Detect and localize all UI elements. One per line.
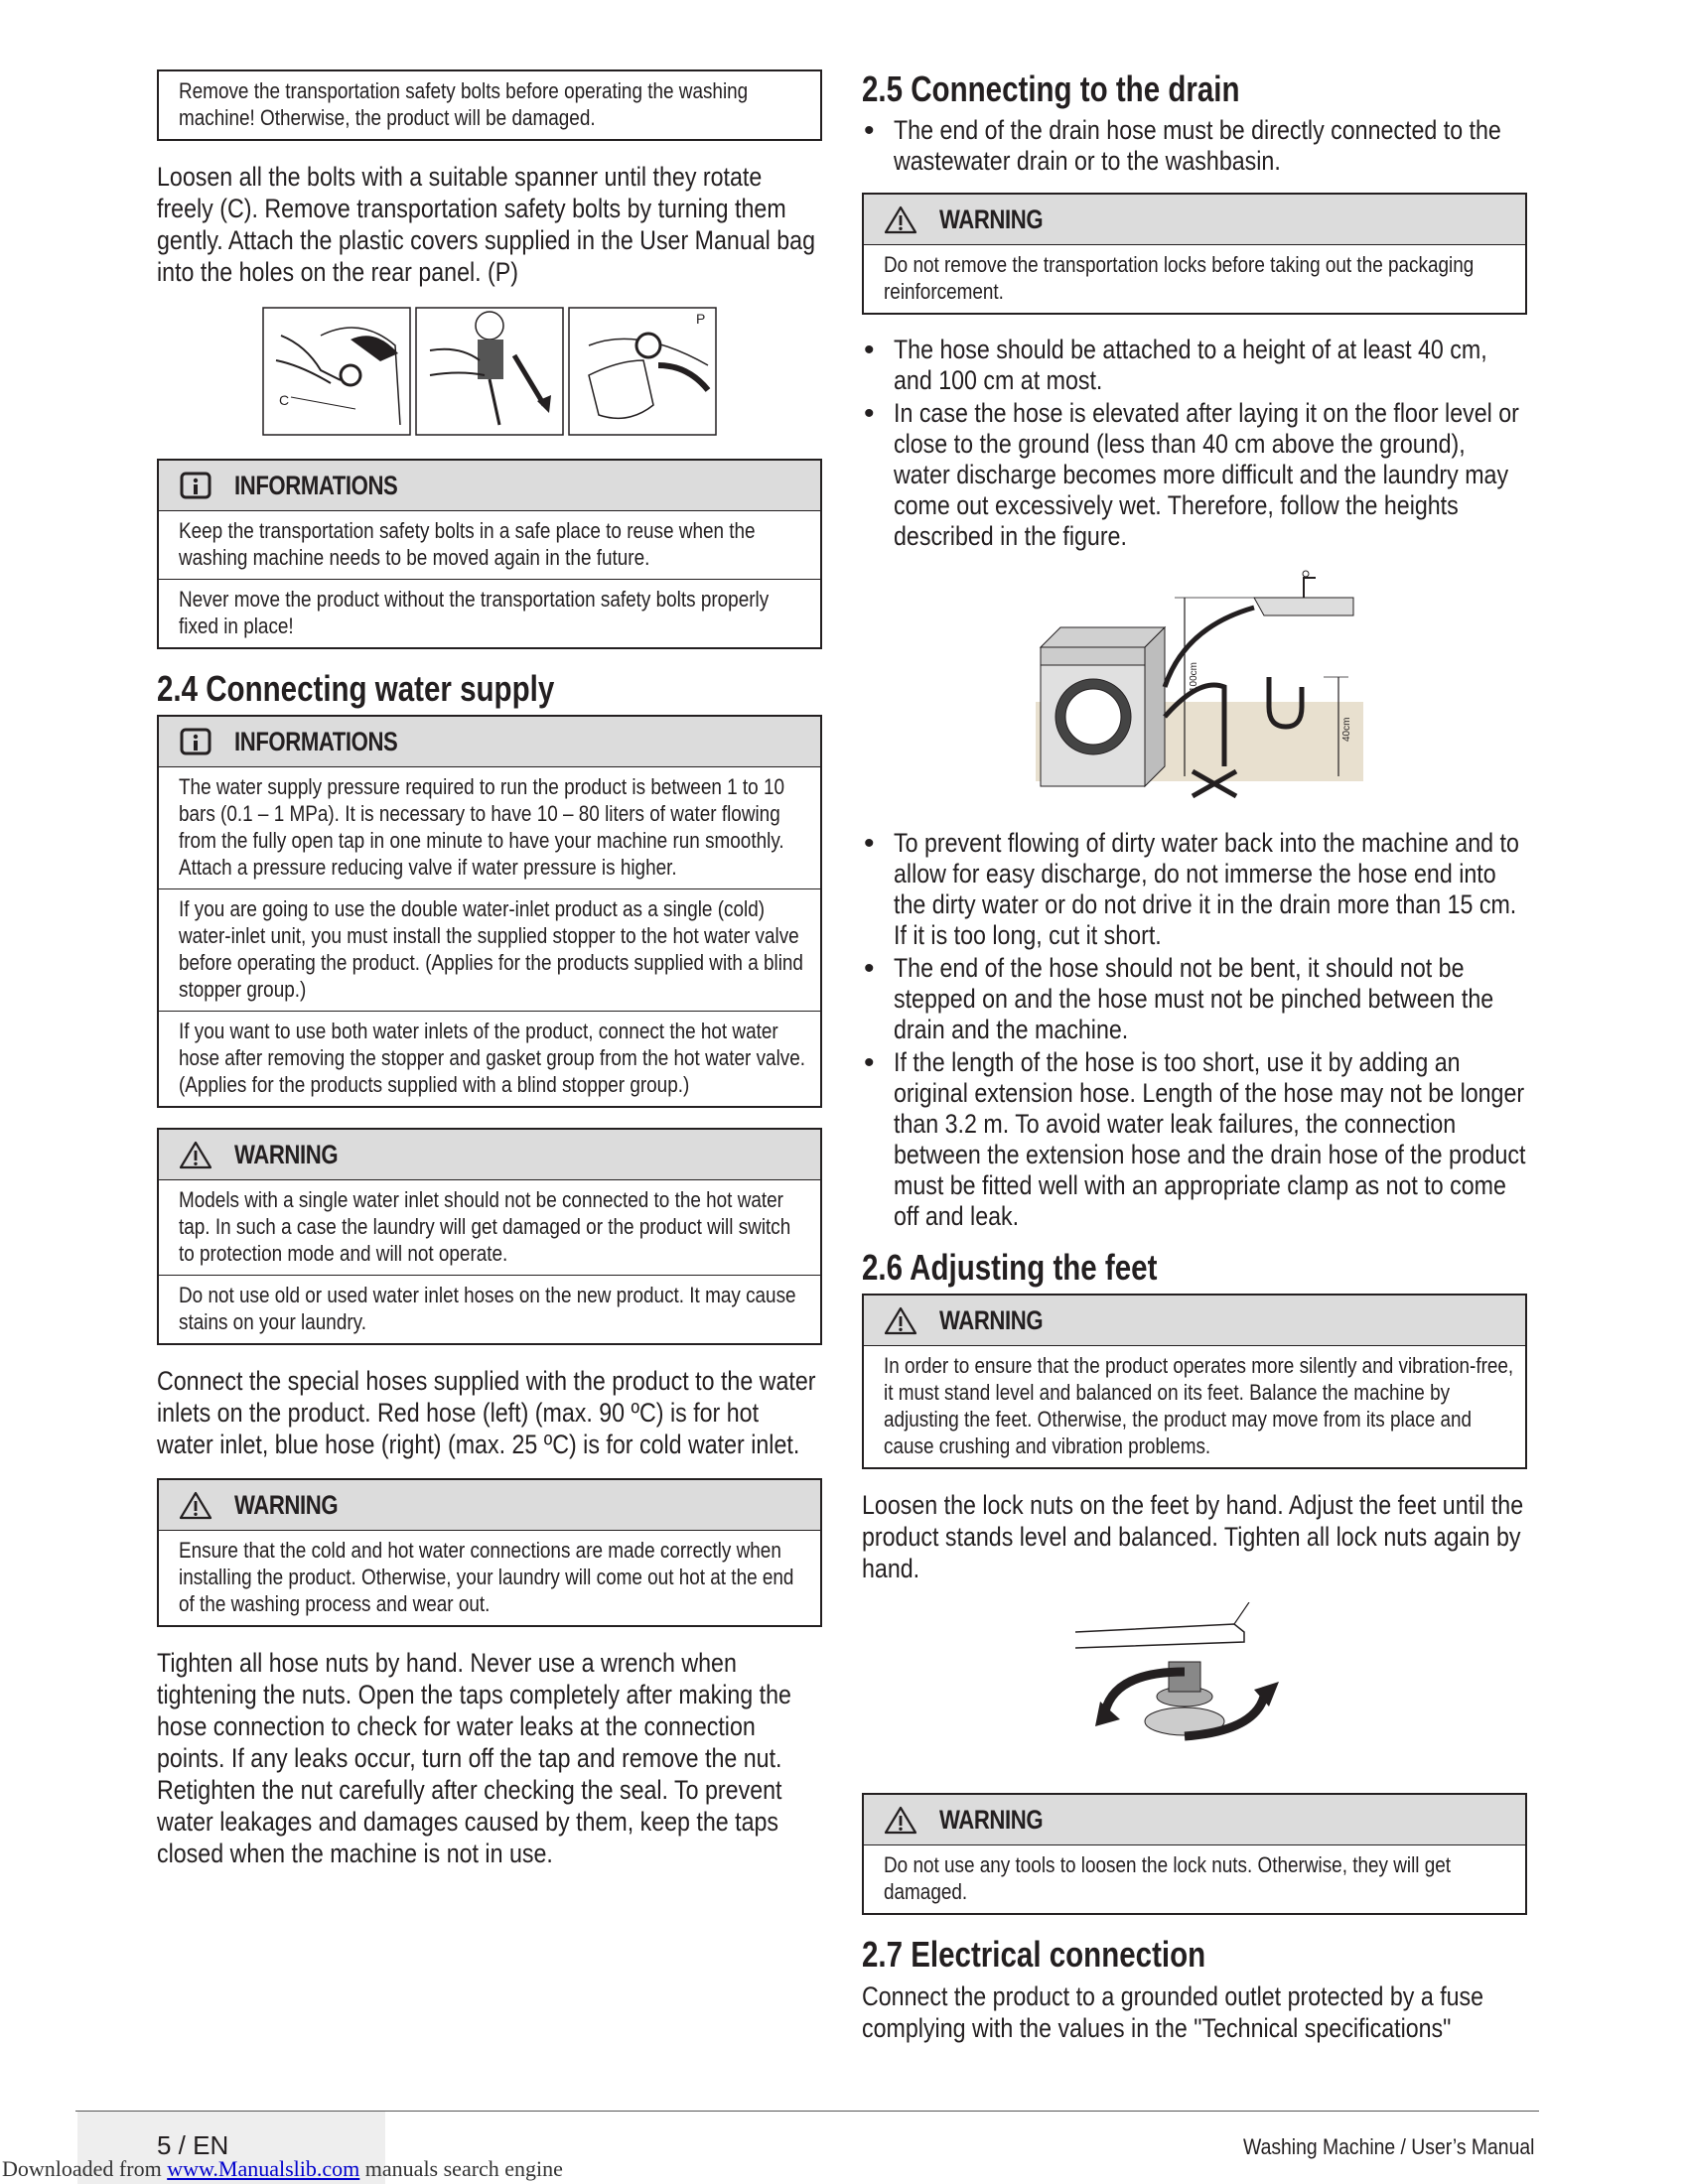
bolts-paragraph: Loosen all the bolts with a suitable spanner until they rotate freely (C). Remove transportation safety bolts by turning them gently. Attach the plastic covers supplied in the User Manual bag into the holes on the rear panel. (P)	[157, 162, 816, 287]
right-column	[862, 69, 1527, 2062]
warning-icon	[179, 1490, 212, 1520]
label-100cm: 100cm	[1189, 661, 1199, 692]
section-heading-2-4: 2.4 Connecting water supply	[157, 668, 555, 709]
left-column	[157, 69, 822, 1887]
warning-title: WARNING	[234, 1139, 339, 1169]
warning-box-feet	[862, 1294, 1527, 1469]
footer-divider	[75, 2111, 1539, 2112]
foot-body	[1169, 1662, 1200, 1692]
list-item: • To prevent flowing of dirty water back into the machine and to allow for easy discharge, do not immerse the hose end into the dirty water or do not drive it in the drain more than 15 cm. If it is too long, cut it short.	[862, 828, 1527, 951]
info-box-bolts	[157, 459, 822, 649]
drain-hose-high	[1165, 608, 1254, 687]
warning-item: In order to ensure that the product operates more silently and vibration-free, it must stand level and balanced on its feet. Balance the machine by adjusting the feet. Otherwise, the product may move from its place and cause crushing and vibration problems.	[884, 1353, 1514, 1458]
tighten-paragraph: Tighten all hose nuts by hand. Never use a wrench when tightening the nuts. Open the taps completely after making the hose connection to check for water leaks at the connection points. If any leaks occur, turn off the tap and remove the nut. Retighten the nut carefully after checking the seal. To prevent water leakages and damages caused by them, keep the taps closed when the machine is not in use.	[157, 1648, 791, 1868]
info-icon	[179, 727, 212, 756]
bolts-panel-p	[569, 308, 716, 435]
notice-text: Remove the transportation safety bolts before operating the washing machine! Otherwise, the product will be damaged.	[179, 78, 749, 130]
sink-drawing	[1254, 571, 1353, 615]
list-item: • The hose should be attached to a height of at least 40 cm, and 100 cm at most.	[862, 335, 1527, 396]
info-item: Never move the product without the transportation safety bolts properly fixed in place!	[179, 587, 770, 638]
info-box-header	[159, 717, 820, 767]
info-item: Keep the transportation safety bolts in a safe place to reuse when the washing machine needs to be moved again in the future.	[159, 511, 820, 580]
warning-item: Do not use any tools to loosen the lock nuts. Otherwise, they will get damaged.	[884, 1852, 1452, 1904]
info-icon	[179, 471, 212, 500]
info-box-header	[159, 461, 820, 511]
list-item: • The end of the hose should not be bent, it should not be stepped on and the hose must not be pinched between the drain and the machine.	[862, 953, 1527, 1045]
warning-item: Do not remove the transportation locks before taking out the packaging reinforcement.	[884, 252, 1475, 304]
warning-title: WARNING	[939, 1304, 1044, 1335]
manualslib-link[interactable]: www.Manualslib.com	[167, 2156, 360, 2181]
download-watermark	[2, 2156, 563, 2182]
warning-item: Ensure that the cold and hot water connections are made correctly when installing the product. Otherwise, your laundry will come out hot at the end of the washing process and wear out.	[179, 1538, 794, 1616]
warning-box-header	[864, 195, 1525, 245]
info-item: If you want to use both water inlets of the product, connect the hot water hose after removing the stopper and gasket group from the hot water valve. (Applies for the products supplied with a blind stopper group.)	[179, 1019, 806, 1097]
warning-box-header	[159, 1130, 820, 1180]
drain-bullets-1	[862, 115, 1527, 177]
feet-figure	[1075, 1602, 1314, 1771]
feet-paragraph: Loosen the lock nuts on the feet by hand. Adjust the feet until the product stands level and balanced. Tighten all lock nuts again by hand.	[862, 1490, 1524, 1583]
warning-title: WARNING	[939, 1804, 1044, 1835]
warning-item: Do not use old or used water inlet hoses on the new product. It may cause stains on your laundry.	[179, 1283, 796, 1334]
electrical-paragraph: Connect the product to a grounded outlet protected by a fuse complying with the values in the "Technical specifications"	[862, 1981, 1484, 2043]
notice-box	[157, 69, 822, 141]
warning-icon	[884, 1805, 917, 1835]
drain-height-figure	[1026, 568, 1363, 806]
page-number: 5 / EN	[157, 2130, 229, 2160]
washing-machine-drawing	[1041, 627, 1165, 786]
info-item: The water supply pressure required to run the product is between 1 to 10 bars (0.1 – 1 MPa). It is necessary to have 10 – 80 liters of water flowing from the fully open tap in one minute to have your machine run smoothly. Attach a pressure reducing valve if water pressure is higher.	[159, 767, 820, 889]
section-heading-2-6: 2.6 Adjusting the feet	[862, 1247, 1158, 1288]
info-box-water	[157, 715, 822, 1108]
bolts-panel-c	[263, 308, 410, 435]
warning-box-tools	[862, 1793, 1527, 1915]
warning-box-header	[864, 1795, 1525, 1845]
list-item: • In case the hose is elevated after laying it on the floor level or close to the ground (less than 40 cm above the ground), water discharge becomes more difficult and the laundry may come out excessively wet. Therefore, follow the heights described in the figure.	[862, 398, 1527, 552]
warning-title: WARNING	[939, 204, 1044, 234]
section-heading-2-5: 2.5 Connecting to the drain	[862, 68, 1240, 109]
drain-bullets-3	[862, 828, 1527, 1232]
bolts-panel-remove	[416, 308, 563, 435]
label-c: C	[279, 392, 290, 408]
warning-title: WARNING	[234, 1489, 339, 1520]
watermark-suffix: manuals search engine	[359, 2156, 563, 2181]
info-title: INFORMATIONS	[234, 470, 398, 500]
warning-box-inlet	[157, 1128, 822, 1345]
warning-box-header	[864, 1296, 1525, 1346]
watermark-prefix: Downloaded from	[2, 2156, 168, 2181]
hoses-paragraph: Connect the special hoses supplied with the product to the water inlets on the product. Red hose (left) (max. 90 ºC) is for hot water inlet, blue hose (right) (max. 25 ºC) is for cold water inlet.	[157, 1366, 816, 1459]
list-item: • If the length of the hose is too short, use it by adding an original extension hose. Length of the hose may not be longer than 3.2 m. To avoid water leak failures, the connection between the extension hose and the drain hose of the product must be fitted well with an appropriate clamp as not to come off and leak.	[862, 1047, 1527, 1232]
warning-item: Models with a single water inlet should not be connected to the hot water tap. In such a case the laundry will get damaged or the product will switch to protection mode and will not operate.	[159, 1180, 820, 1276]
warning-icon	[884, 1305, 917, 1335]
warning-icon	[179, 1140, 212, 1169]
manual-title: Washing Machine / User’s Manual	[1242, 2134, 1534, 2159]
warning-box-header	[159, 1480, 820, 1531]
section-heading-2-7: 2.7 Electrical connection	[862, 1934, 1206, 1975]
drain-bullets-2	[862, 335, 1527, 552]
label-40cm: 40cm	[1341, 717, 1352, 742]
warning-box-locks	[862, 193, 1527, 315]
info-title: INFORMATIONS	[234, 726, 398, 756]
info-item: If you are going to use the double water-inlet product as a single (cold) water-inlet unit, you must install the supplied stopper to the hot water valve before operating the product. (Applies for the products supplied with a blind stopper group.)	[159, 889, 820, 1012]
bolts-figure	[261, 306, 718, 437]
warning-box-connections	[157, 1478, 822, 1627]
warning-icon	[884, 205, 917, 234]
list-item: • The end of the drain hose must be directly connected to the wastewater drain or to the washbasin.	[862, 115, 1527, 177]
label-p: P	[696, 311, 706, 327]
machine-base	[1075, 1624, 1244, 1648]
